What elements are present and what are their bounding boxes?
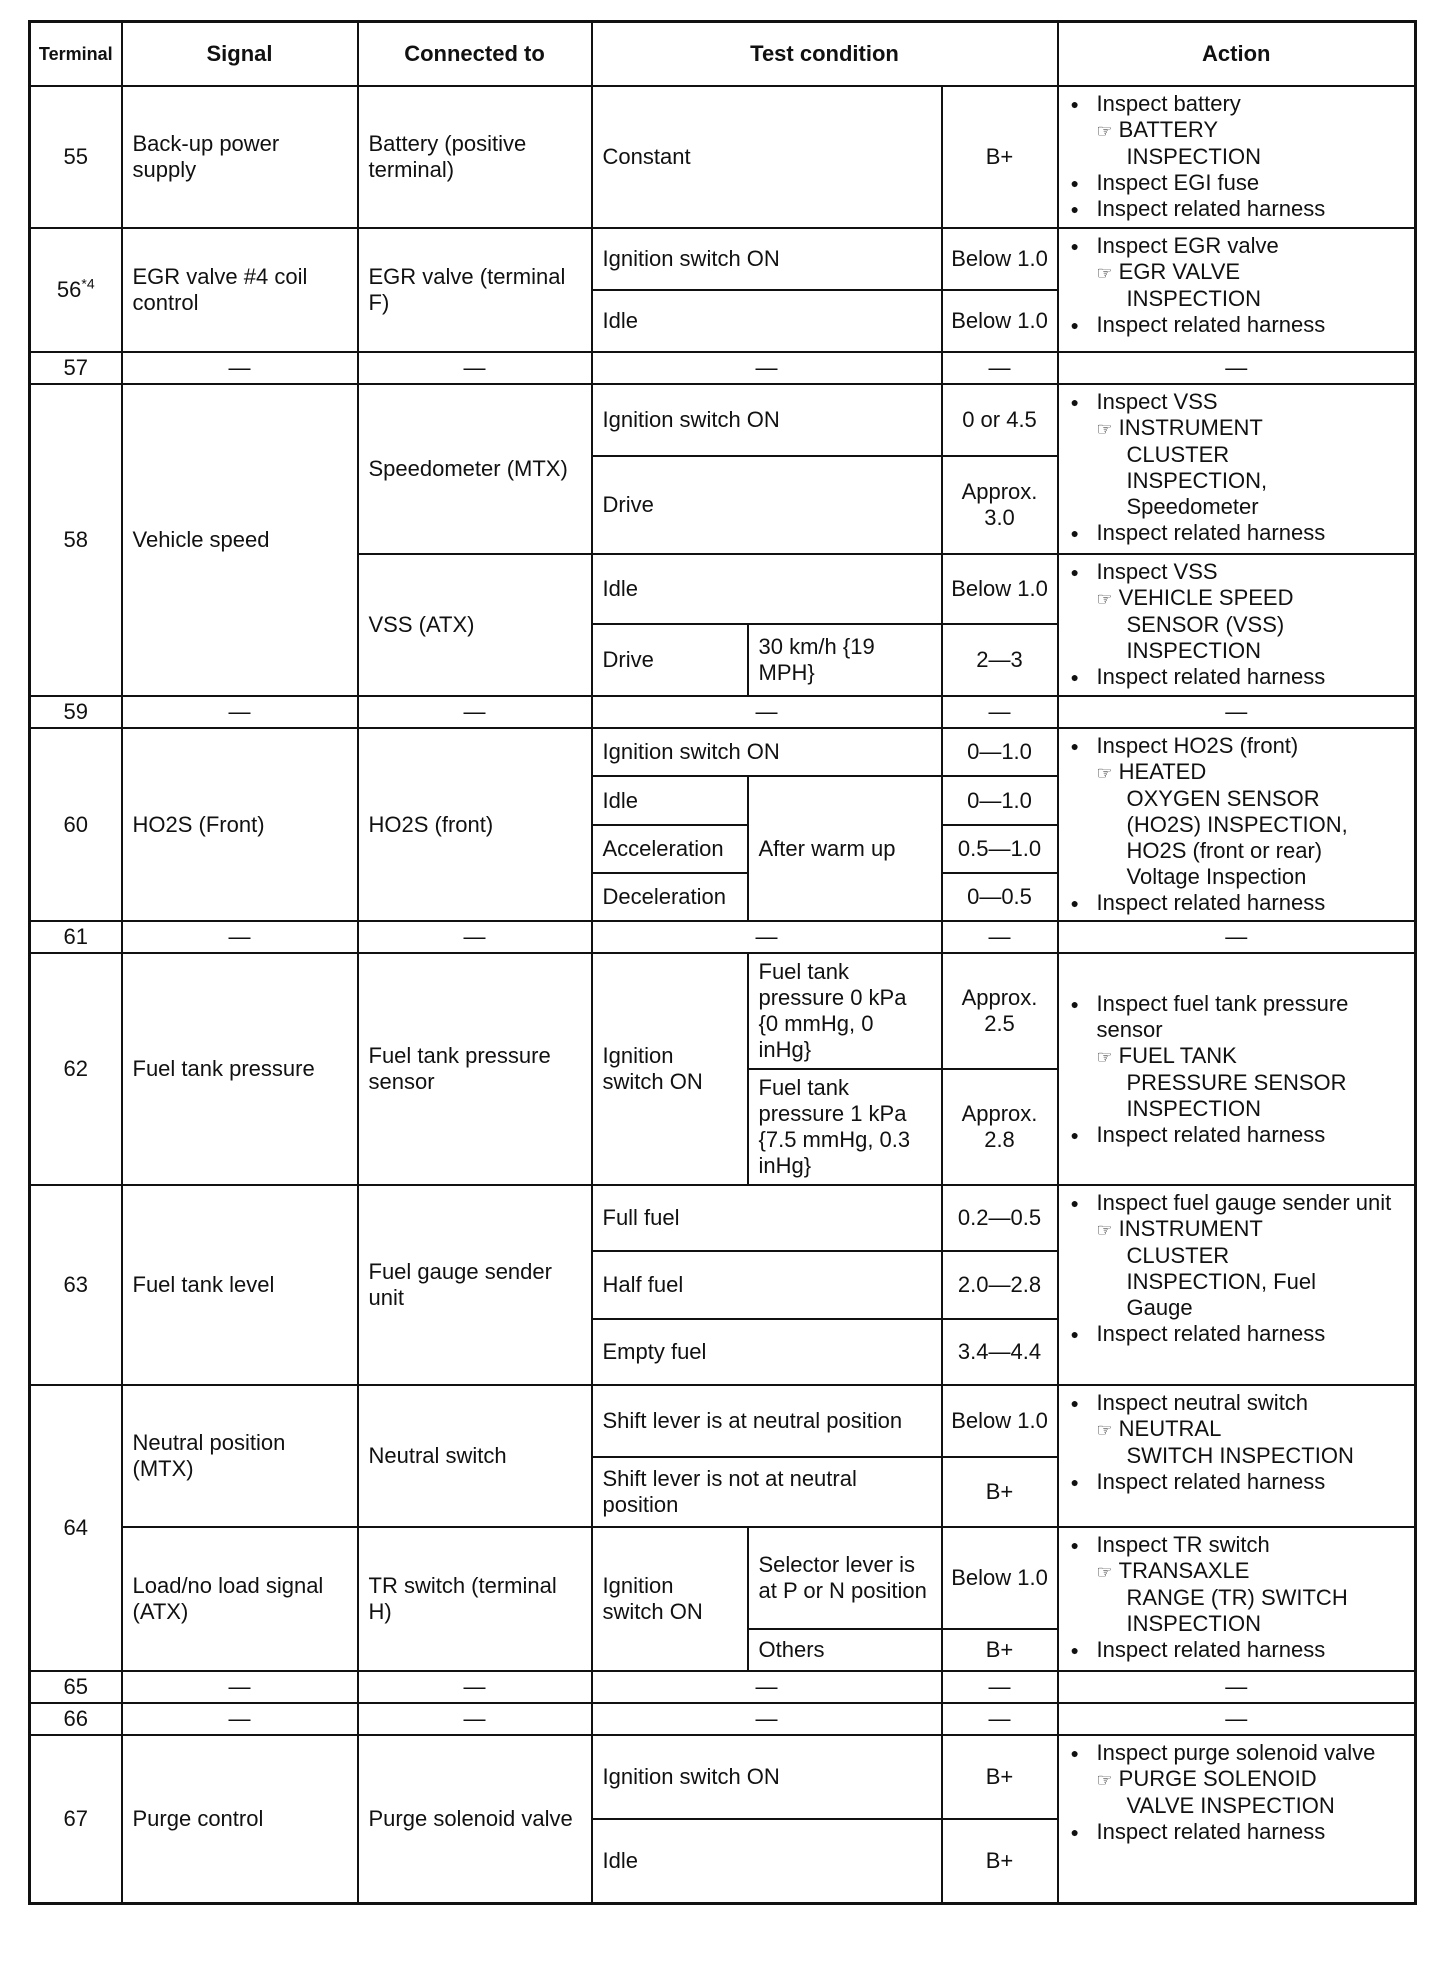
voltage-cell: B+	[942, 86, 1058, 228]
connected-cell: TR switch (terminal H)	[358, 1527, 592, 1671]
reference-link[interactable]: ☞ VEHICLE SPEED	[1096, 585, 1294, 610]
voltage-cell: B+	[942, 1629, 1058, 1671]
condition-cell: Full fuel	[592, 1185, 942, 1251]
condition-cell: Idle	[592, 554, 942, 624]
signal-cell: Purge control	[122, 1735, 358, 1903]
action-cell	[1058, 554, 1416, 696]
reference-link[interactable]: ☞ TRANSAXLE	[1096, 1558, 1250, 1583]
condition-cell: Acceleration	[592, 825, 748, 873]
condition-cell: Shift lever is not at neutral position	[592, 1457, 942, 1527]
terminal-number: 65	[30, 1671, 122, 1703]
condition-cell: Shift lever is at neutral position	[592, 1385, 942, 1457]
reference-link[interactable]: ☞ INSTRUMENT	[1096, 1216, 1263, 1241]
table-row-64c	[30, 1527, 1416, 1629]
empty-cell: —	[1058, 696, 1416, 728]
empty-cell: —	[122, 1703, 358, 1735]
action-cell	[1058, 728, 1416, 921]
signal-cell: HO2S (Front)	[122, 728, 358, 921]
empty-cell: —	[592, 696, 942, 728]
voltage-cell: 0.5—1.0	[942, 825, 1058, 873]
reference-link-cont: INSPECTION	[1126, 1611, 1261, 1636]
condition-detail-cell: Fuel tank pressure 0 kPa {0 mmHg, 0 inHg}	[748, 953, 942, 1069]
table-row-59	[30, 696, 1416, 728]
table-row-60	[30, 728, 1416, 776]
voltage-cell: 0 or 4.5	[942, 384, 1058, 456]
reference-link-cont: VALVE INSPECTION	[1126, 1793, 1335, 1818]
connected-cell: EGR valve (terminal F)	[358, 228, 592, 352]
reference-link-cont: HO2S (front or rear)	[1126, 838, 1323, 863]
reference-link[interactable]: ☞ EGR VALVE	[1096, 259, 1241, 284]
connected-cell: Battery (positive terminal)	[358, 86, 592, 228]
terminal-number: 61	[30, 921, 122, 953]
terminal-voltage-table	[28, 20, 1417, 1905]
condition-cell: Idle	[592, 290, 942, 352]
reference-pointer-icon: ☞	[1096, 419, 1113, 439]
terminal-number: 66	[30, 1703, 122, 1735]
reference-link-cont: Gauge	[1126, 1295, 1193, 1320]
terminal-number: 67	[30, 1735, 122, 1903]
action-item: ● Inspect related harness	[1067, 1122, 1407, 1148]
condition-cell: Ignition switch ON	[592, 1527, 748, 1671]
signal-cell: Vehicle speed	[122, 384, 358, 696]
header-action: Action	[1058, 22, 1416, 87]
reference-link-cont: PRESSURE SENSOR	[1126, 1069, 1347, 1095]
action-item: ● Inspect related harness	[1067, 312, 1407, 338]
empty-cell: —	[1058, 1671, 1416, 1703]
empty-cell: —	[592, 352, 942, 384]
action-item: ● Inspect related harness	[1067, 890, 1407, 916]
reference-link-cont: Voltage Inspection	[1126, 864, 1307, 889]
condition-cell: Half fuel	[592, 1251, 942, 1319]
voltage-cell: 0—1.0	[942, 776, 1058, 825]
table-row-64	[30, 1385, 1416, 1457]
empty-cell: —	[122, 352, 358, 384]
reference-link[interactable]: ☞ NEUTRAL	[1096, 1416, 1222, 1441]
empty-cell: —	[122, 696, 358, 728]
connected-cell: Fuel gauge sender unit	[358, 1185, 592, 1385]
reference-link-cont: INSPECTION	[1126, 144, 1261, 169]
reference-link[interactable]: ☞ FUEL TANK	[1096, 1042, 1237, 1068]
header-test-condition: Test condition	[592, 22, 1058, 87]
signal-cell: Neutral position (MTX)	[122, 1385, 358, 1527]
condition-detail-cell: 30 km/h {19 MPH}	[748, 624, 942, 696]
action-item: ● Inspect battery	[1067, 91, 1407, 117]
voltage-cell: B+	[942, 1457, 1058, 1527]
condition-cell: Ignition switch ON	[592, 728, 942, 776]
signal-cell: Back-up power supply	[122, 86, 358, 228]
empty-cell: —	[358, 1703, 592, 1735]
action-item: ● Inspect purge solenoid valve	[1067, 1740, 1407, 1766]
connected-cell: Fuel tank pressure sensor	[358, 953, 592, 1185]
voltage-cell: B+	[942, 1819, 1058, 1903]
action-item: ● Inspect VSS	[1067, 389, 1407, 415]
voltage-cell: Below 1.0	[942, 1385, 1058, 1457]
empty-cell: —	[592, 1671, 942, 1703]
empty-cell: —	[942, 352, 1058, 384]
table-row-67	[30, 1735, 1416, 1819]
footnote-mark: *4	[81, 275, 95, 292]
empty-cell: —	[942, 696, 1058, 728]
reference-link-cont: CLUSTER	[1126, 442, 1230, 467]
reference-link-cont: RANGE (TR) SWITCH	[1126, 1585, 1348, 1610]
terminal-number: 59	[30, 696, 122, 728]
connected-cell: HO2S (front)	[358, 728, 592, 921]
action-item: ● Inspect related harness	[1067, 1469, 1407, 1495]
action-item: ● Inspect fuel gauge sender unit	[1067, 1190, 1407, 1216]
action-cell	[1058, 1385, 1416, 1527]
connected-cell: Speedometer (MTX)	[358, 384, 592, 554]
table-row-63	[30, 1185, 1416, 1251]
reference-pointer-icon: ☞	[1096, 263, 1113, 283]
action-item: ● Inspect related harness	[1067, 1321, 1407, 1347]
action-cell	[1058, 384, 1416, 554]
voltage-cell: 0.2—0.5	[942, 1185, 1058, 1251]
voltage-cell: 2.0—2.8	[942, 1251, 1058, 1319]
empty-cell: —	[592, 921, 942, 953]
reference-link-cont: SWITCH INSPECTION	[1126, 1443, 1354, 1468]
reference-link[interactable]: ☞ PURGE SOLENOID	[1096, 1766, 1317, 1791]
reference-pointer-icon: ☞	[1096, 1420, 1113, 1440]
condition-cell: Ignition switch ON	[592, 228, 942, 290]
connected-cell: VSS (ATX)	[358, 554, 592, 696]
reference-pointer-icon: ☞	[1096, 763, 1113, 783]
reference-link-cont: (HO2S) INSPECTION,	[1126, 812, 1348, 837]
table-row-58	[30, 384, 1416, 456]
empty-cell: —	[942, 921, 1058, 953]
action-cell	[1058, 86, 1416, 228]
reference-pointer-icon: ☞	[1096, 1562, 1113, 1582]
connected-cell: Neutral switch	[358, 1385, 592, 1527]
condition-detail-cell: Fuel tank pressure 1 kPa {7.5 mmHg, 0.3 inHg}	[748, 1069, 942, 1185]
reference-link-cont: INSPECTION	[1126, 286, 1261, 311]
signal-cell: Load/no load signal (ATX)	[122, 1527, 358, 1671]
voltage-cell: 0—0.5	[942, 873, 1058, 921]
action-item: ● Inspect related harness	[1067, 664, 1407, 690]
terminal-number: 62	[30, 953, 122, 1185]
voltage-cell: Approx. 2.8	[942, 1069, 1058, 1185]
voltage-cell: Below 1.0	[942, 1527, 1058, 1629]
empty-cell: —	[1058, 1703, 1416, 1735]
terminal-number: 56$^{*4}$	[30, 228, 122, 352]
empty-cell: —	[122, 1671, 358, 1703]
condition-cell: Drive	[592, 624, 748, 696]
action-item: ● Inspect related harness	[1067, 520, 1407, 546]
table-row-55	[30, 86, 1416, 228]
terminal-number: 55	[30, 86, 122, 228]
action-item: ● Inspect HO2S (front)	[1067, 733, 1407, 759]
reference-pointer-icon: ☞	[1096, 1046, 1113, 1067]
reference-pointer-icon: ☞	[1096, 589, 1113, 609]
header-terminal: Terminal	[30, 22, 122, 87]
voltage-cell: 0—1.0	[942, 728, 1058, 776]
table-row-65	[30, 1671, 1416, 1703]
reference-pointer-icon: ☞	[1096, 121, 1113, 141]
empty-cell: —	[358, 1671, 592, 1703]
action-cell	[1058, 1527, 1416, 1671]
action-item: ● Inspect VSS	[1067, 559, 1407, 585]
condition-cell: Ignition switch ON	[592, 953, 748, 1185]
reference-link[interactable]: ☞ INSTRUMENT	[1096, 415, 1263, 440]
voltage-cell: 3.4—4.4	[942, 1319, 1058, 1385]
action-item: ● Inspect neutral switch	[1067, 1390, 1407, 1416]
table-row-56	[30, 228, 1416, 290]
header-signal: Signal	[122, 22, 358, 87]
signal-cell: Fuel tank level	[122, 1185, 358, 1385]
action-cell	[1058, 228, 1416, 352]
reference-link-cont: CLUSTER	[1126, 1243, 1230, 1268]
terminal-number: 58	[30, 384, 122, 696]
action-item: ● Inspect EGI fuse	[1067, 170, 1407, 196]
empty-cell: —	[592, 1703, 942, 1735]
condition-cell: Empty fuel	[592, 1319, 942, 1385]
action-item: ● Inspect related harness	[1067, 1819, 1407, 1845]
header-row	[30, 22, 1416, 87]
condition-cell: Idle	[592, 1819, 942, 1903]
action-item: ● Inspect fuel tank pressure sensor	[1067, 991, 1407, 1043]
reference-link[interactable]: ☞ BATTERY	[1096, 117, 1219, 142]
reference-link-cont: INSPECTION	[1126, 1095, 1261, 1121]
condition-cell: Constant	[592, 86, 942, 228]
action-cell	[1058, 1185, 1416, 1385]
terminal-number: 63	[30, 1185, 122, 1385]
condition-cell: Ignition switch ON	[592, 384, 942, 456]
reference-link-cont: INSPECTION	[1126, 638, 1261, 663]
voltage-cell: Approx. 2.5	[942, 953, 1058, 1069]
action-item: ● Inspect related harness	[1067, 196, 1407, 222]
action-item: ● Inspect EGR valve	[1067, 233, 1407, 259]
empty-cell: —	[358, 352, 592, 384]
empty-cell: —	[1058, 352, 1416, 384]
signal-cell: EGR valve #4 coil control	[122, 228, 358, 352]
reference-link-cont: SENSOR (VSS)	[1126, 612, 1285, 637]
signal-cell: Fuel tank pressure	[122, 953, 358, 1185]
reference-link[interactable]: ☞ HEATED	[1096, 759, 1207, 784]
action-item: ● Inspect TR switch	[1067, 1532, 1407, 1558]
table-row-62	[30, 953, 1416, 1069]
empty-cell: —	[358, 696, 592, 728]
condition-detail-cell: Others	[748, 1629, 942, 1671]
empty-cell: —	[1058, 921, 1416, 953]
terminal-number: 57	[30, 352, 122, 384]
reference-link-cont: Speedometer	[1126, 494, 1259, 519]
reference-pointer-icon: ☞	[1096, 1770, 1113, 1790]
condition-detail-cell: After warm up	[748, 776, 942, 921]
condition-cell: Deceleration	[592, 873, 748, 921]
reference-link-cont: INSPECTION,	[1126, 468, 1268, 493]
header-connected-to: Connected to	[358, 22, 592, 87]
action-item: ● Inspect related harness	[1067, 1637, 1407, 1663]
voltage-cell: B+	[942, 1735, 1058, 1819]
empty-cell: —	[358, 921, 592, 953]
reference-link-cont: INSPECTION, Fuel	[1126, 1269, 1316, 1294]
terminal-number: 64	[30, 1385, 122, 1671]
reference-pointer-icon: ☞	[1096, 1220, 1113, 1240]
voltage-cell: 2—3	[942, 624, 1058, 696]
voltage-cell: Below 1.0	[942, 228, 1058, 290]
condition-cell: Drive	[592, 456, 942, 554]
table-row-66	[30, 1703, 1416, 1735]
reference-link-cont: OXYGEN SENSOR	[1126, 786, 1320, 811]
action-cell	[1058, 953, 1416, 1185]
terminal-number: 60	[30, 728, 122, 921]
table-row-61	[30, 921, 1416, 953]
connected-cell: Purge solenoid valve	[358, 1735, 592, 1903]
condition-cell: Idle	[592, 776, 748, 825]
empty-cell: —	[122, 921, 358, 953]
empty-cell: —	[942, 1703, 1058, 1735]
empty-cell: —	[942, 1671, 1058, 1703]
table-row-57	[30, 352, 1416, 384]
voltage-cell: Below 1.0	[942, 290, 1058, 352]
voltage-cell: Below 1.0	[942, 554, 1058, 624]
action-cell	[1058, 1735, 1416, 1903]
terminal-voltage-table-page	[28, 20, 1414, 1905]
condition-cell: Ignition switch ON	[592, 1735, 942, 1819]
voltage-cell: Approx. 3.0	[942, 456, 1058, 554]
condition-detail-cell: Selector lever is at P or N position	[748, 1527, 942, 1629]
